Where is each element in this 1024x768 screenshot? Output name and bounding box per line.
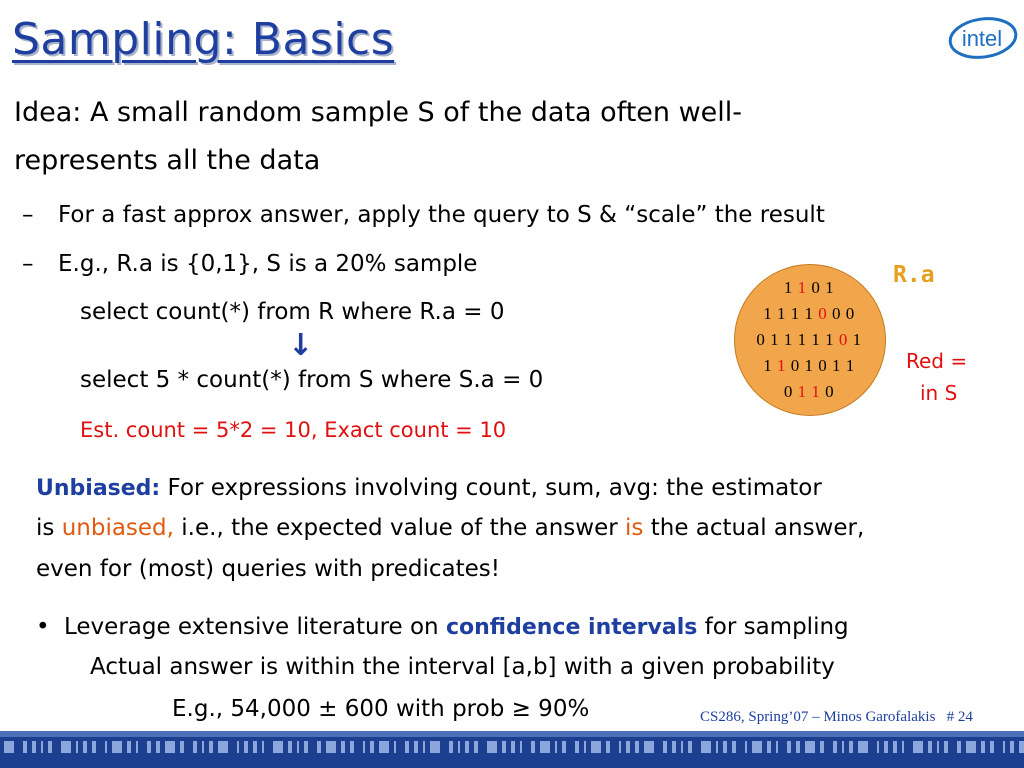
stripe-bar: [606, 741, 610, 753]
unbiased-word: unbiased,: [61, 515, 174, 541]
stripe-bar: [218, 741, 228, 753]
stripe-bar: [776, 741, 778, 753]
stripe-bar: [842, 741, 844, 753]
sampled-value: 0: [838, 330, 853, 349]
bullet-example: E.g., R.a is {0,1}, S is a 20% sample: [58, 251, 478, 277]
stripe-bar: [723, 741, 727, 753]
relation-value: 1: [763, 304, 777, 323]
footer-course: CS286, Spring’07 – Minos Garofalakis: [700, 709, 936, 725]
relation-label: R.a: [893, 262, 935, 288]
stripe-bar: [520, 741, 522, 753]
stripe-bar: [61, 741, 71, 753]
relation-row: [734, 278, 884, 298]
stripe-bar: [767, 741, 771, 753]
estimate-line: Est. count = 5*2 = 10, Exact count = 10: [80, 418, 507, 442]
relation-value: 1: [770, 330, 784, 349]
unbiased-text-2a: is: [36, 515, 62, 541]
stripe-bar: [1010, 741, 1014, 753]
stripe-bar: [502, 741, 506, 753]
relation-value: 0: [783, 382, 798, 401]
unbiased-text-2c: the actual answer,: [643, 515, 865, 541]
unbiased-line-1: [36, 475, 822, 501]
stripe-bar: [1019, 741, 1024, 753]
stripe-bar: [92, 741, 96, 753]
relation-value: 1: [804, 356, 819, 375]
dash-bullet: –: [22, 202, 34, 228]
stripe-bar: [833, 741, 837, 753]
stripe-bar: [449, 741, 453, 753]
sampled-value: 0: [818, 304, 832, 323]
query-full: select count(*) from R where R.a = 0: [80, 299, 505, 325]
stripe-bar: [165, 741, 175, 753]
stripe-bar: [1003, 741, 1005, 753]
bullet-dot: •: [36, 614, 50, 640]
is-word: is: [625, 515, 644, 541]
relation-value: 1: [852, 330, 862, 349]
stripe-bar: [350, 741, 354, 753]
example-line: E.g., 54,000 ± 600 with prob ≥ 90%: [172, 696, 590, 722]
stripe-bar: [562, 741, 566, 753]
unbiased-line-2: [36, 515, 864, 541]
stripe-bar: [253, 741, 257, 753]
stripe-bar: [244, 741, 248, 753]
stripe-bar: [4, 741, 14, 753]
stripe-bar: [202, 741, 204, 753]
stripe-bar: [849, 741, 853, 753]
stripe-bar: [966, 741, 976, 753]
stripe-bar: [619, 741, 621, 753]
stripe-bar: [474, 741, 478, 753]
relation-value: 1: [783, 330, 798, 349]
stripe-bar: [944, 741, 948, 753]
stripe-bar: [575, 741, 579, 753]
idea-line-2: represents all the data: [14, 145, 321, 176]
stripe-bar: [41, 741, 43, 753]
stripe-bar: [531, 741, 535, 753]
relation-value: 1: [790, 304, 805, 323]
stripe-bar: [644, 741, 654, 753]
stripe-bar: [732, 741, 736, 753]
stripe-bar: [32, 741, 36, 753]
stripe-bar: [237, 741, 239, 753]
stripe-bar: [112, 741, 122, 753]
stripe-bar: [487, 741, 497, 753]
stripe-bar: [405, 741, 409, 753]
stripe-bar: [147, 741, 151, 753]
query-sample: select 5 * count(*) from S where S.a = 0: [80, 367, 544, 393]
stripe-bar: [787, 741, 791, 753]
stripe-bar: [83, 741, 87, 753]
footer: [700, 709, 973, 726]
stripe-bar: [626, 741, 630, 753]
stripe-bar: [701, 741, 711, 753]
relation-row: [734, 330, 884, 350]
sampled-value: 1: [777, 356, 791, 375]
stripe-bar: [363, 741, 365, 753]
stripe-bar: [540, 741, 550, 753]
stripe-bar: [423, 741, 425, 753]
relation-value: 0: [825, 382, 835, 401]
relation-value: 1: [797, 330, 812, 349]
bullet-approx-answer: For a fast approx answer, apply the query to S & “scale” the result: [58, 202, 825, 228]
legend-line-1: Red =: [906, 349, 968, 373]
stripe-bar: [884, 741, 888, 753]
relation-value: 0: [818, 356, 832, 375]
intel-logo: [948, 14, 1018, 60]
stripe-bar: [458, 741, 460, 753]
stripe-bar: [288, 741, 292, 753]
stripe-bar: [180, 741, 184, 753]
interval-line: Actual answer is within the interval [a,b] with a given probability: [90, 654, 835, 680]
unbiased-label: Unbiased:: [36, 476, 161, 501]
sampled-value: 1: [811, 382, 826, 401]
stripe-bar: [937, 741, 939, 753]
stripe-bar: [591, 741, 601, 753]
relation-value: 0: [811, 278, 826, 297]
stripe-bar: [902, 741, 904, 753]
stripe-bar: [430, 741, 440, 753]
footer-stripe: [0, 731, 1024, 768]
slide-title: Sampling: Basics: [12, 14, 395, 65]
stripe-bar: [76, 741, 78, 753]
stripe-bar: [127, 741, 131, 753]
relation-value: 1: [783, 278, 798, 297]
stripe-bar: [273, 741, 283, 753]
stripe-bar: [681, 741, 683, 753]
stripe-bar: [48, 741, 52, 753]
stripe-bar: [584, 741, 586, 753]
stripe-bar: [893, 741, 897, 753]
stripe-bar: [672, 741, 676, 753]
stripe-bar: [981, 741, 985, 753]
stripe-bar: [877, 741, 879, 753]
stripe-bar: [858, 741, 868, 753]
relation-value: 1: [845, 356, 855, 375]
page-number: # 24: [946, 709, 973, 725]
leverage-line: [64, 614, 849, 640]
relation-row: [734, 356, 884, 376]
stripe-bar: [136, 741, 138, 753]
relation-value: 1: [777, 304, 791, 323]
stripe-bar: [326, 741, 336, 753]
stripe-bar: [379, 741, 389, 753]
unbiased-text-1: For expressions involving count, sum, avg: the estimator: [160, 475, 822, 501]
leverage-text-a: Leverage extensive literature on: [64, 614, 446, 640]
relation-value: 1: [832, 356, 846, 375]
relation-value: 1: [825, 278, 835, 297]
relation-row: [734, 382, 884, 402]
idea-line-1: Idea: A small random sample S of the data often well-: [14, 97, 743, 128]
stripe-bar: [635, 741, 639, 753]
stripe-bar: [928, 741, 932, 753]
relation-value: 0: [832, 304, 846, 323]
svg-text:intel: intel: [961, 26, 1003, 51]
stripe-bar: [414, 741, 418, 753]
stripe-bar: [465, 741, 469, 753]
stripe-bar: [555, 741, 557, 753]
relation-value: 1: [804, 304, 819, 323]
stripe-bar: [105, 741, 107, 753]
relation-row: [734, 304, 884, 324]
stripe-bar: [796, 741, 800, 753]
relation-value: 0: [790, 356, 805, 375]
stripe-bar: [752, 741, 762, 753]
stripe-bar: [820, 741, 824, 753]
stripe-bar: [990, 741, 994, 753]
stripe-bar: [688, 741, 692, 753]
stripe-bar: [805, 741, 815, 753]
sampled-value: 1: [797, 278, 812, 297]
relation-value: 1: [825, 330, 839, 349]
relation-value: 0: [845, 304, 855, 323]
stripe-bar: [23, 741, 27, 753]
relation-value: 1: [763, 356, 777, 375]
stripe-bar: [716, 741, 718, 753]
stripe-bar: [297, 741, 299, 753]
stripe-bar: [209, 741, 213, 753]
relation-value: 0: [756, 330, 771, 349]
stripe-bar: [957, 741, 961, 753]
stripe-bar: [317, 741, 321, 753]
stripe-bar: [511, 741, 515, 753]
stripe-bar: [394, 741, 396, 753]
stripe-bar: [745, 741, 747, 753]
stripe-bar: [341, 741, 345, 753]
down-arrow-icon: ↓: [288, 328, 314, 363]
stripe-bar: [193, 741, 197, 753]
legend-line-2: in S: [920, 381, 958, 405]
stripe-bar: [913, 741, 923, 753]
dash-bullet: –: [22, 251, 34, 277]
unbiased-line-3: even for (most) queries with predicates!: [36, 556, 500, 582]
stripe-bar: [304, 741, 308, 753]
sampled-value: 1: [797, 382, 812, 401]
stripe-bar: [262, 741, 264, 753]
confidence-intervals-term: confidence intervals: [445, 615, 698, 640]
stripe-bar: [156, 741, 160, 753]
stripe-bar: [663, 741, 667, 753]
unbiased-text-2b: i.e., the expected value of the answer: [173, 515, 626, 541]
stripe-bar: [370, 741, 374, 753]
leverage-text-c: for sampling: [697, 614, 849, 640]
relation-value: 1: [811, 330, 826, 349]
